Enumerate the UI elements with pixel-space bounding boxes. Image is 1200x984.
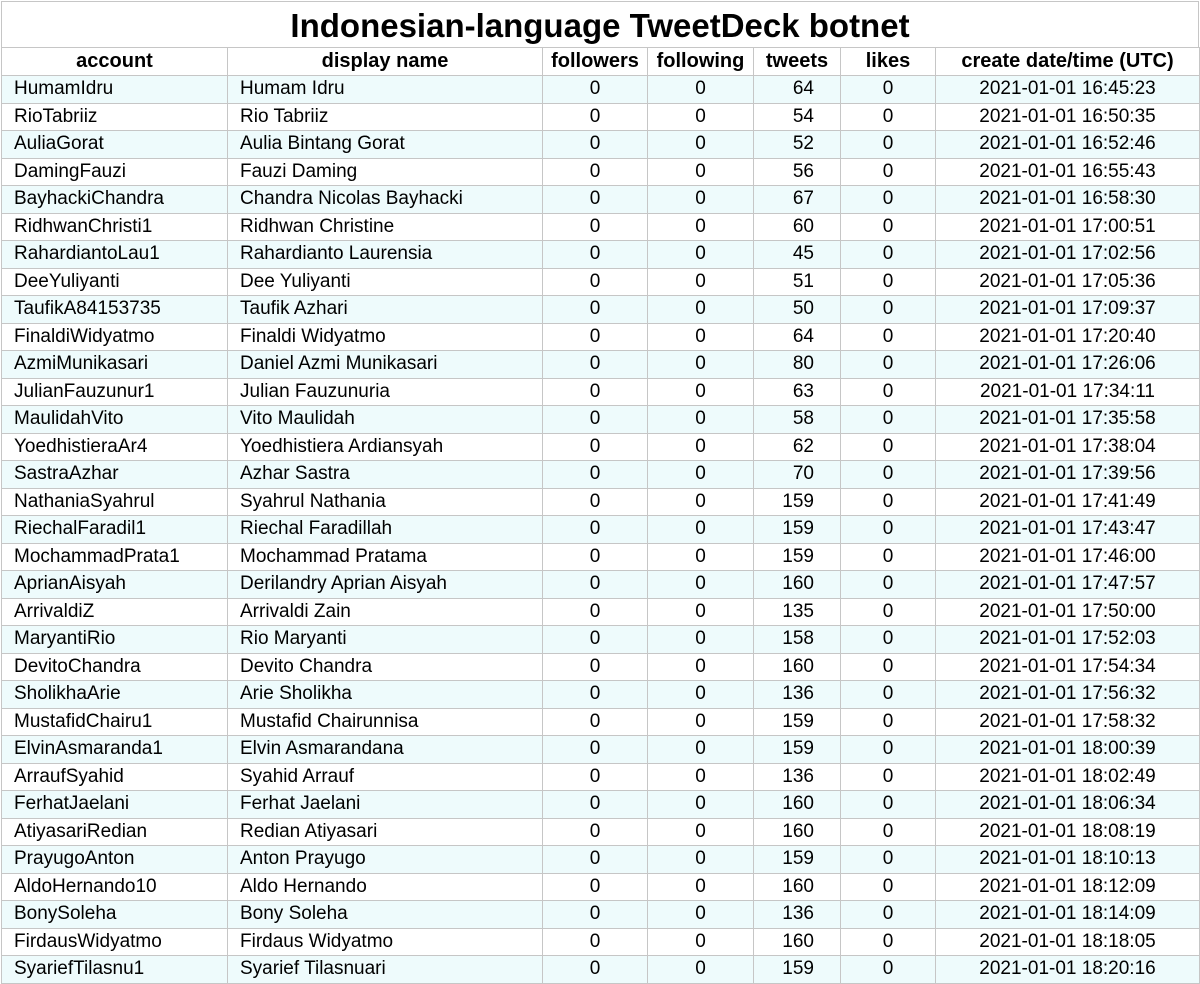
create-datetime-cell: 2021-01-01 17:39:56	[936, 461, 1200, 489]
following-cell: 0	[648, 653, 754, 681]
following-cell: 0	[648, 378, 754, 406]
followers-cell: 0	[543, 268, 648, 296]
header-tweets: tweets	[754, 48, 841, 76]
create-datetime-cell: 2021-01-01 17:38:04	[936, 433, 1200, 461]
table-row	[2, 571, 1200, 599]
create-datetime-cell: 2021-01-01 16:52:46	[936, 131, 1200, 159]
following-cell: 0	[648, 296, 754, 324]
create-datetime-cell: 2021-01-01 16:55:43	[936, 158, 1200, 186]
display-name-cell: Redian Atiyasari	[228, 818, 543, 846]
followers-cell: 0	[543, 873, 648, 901]
likes-cell: 0	[841, 268, 936, 296]
tweets-cell: 64	[754, 76, 841, 104]
followers-cell: 0	[543, 378, 648, 406]
following-cell: 0	[648, 103, 754, 131]
followers-cell: 0	[543, 516, 648, 544]
account-cell: TaufikA84153735	[2, 296, 228, 324]
create-datetime-cell: 2021-01-01 17:09:37	[936, 296, 1200, 324]
followers-cell: 0	[543, 323, 648, 351]
create-datetime-cell: 2021-01-01 18:02:49	[936, 763, 1200, 791]
tweets-cell: 136	[754, 681, 841, 709]
account-cell: AuliaGorat	[2, 131, 228, 159]
tweets-cell: 159	[754, 488, 841, 516]
followers-cell: 0	[543, 543, 648, 571]
display-name-cell: Anton Prayugo	[228, 846, 543, 874]
account-cell: AtiyasariRedian	[2, 818, 228, 846]
following-cell: 0	[648, 736, 754, 764]
following-cell: 0	[648, 763, 754, 791]
likes-cell: 0	[841, 846, 936, 874]
following-cell: 0	[648, 791, 754, 819]
header-following: following	[648, 48, 754, 76]
tweets-cell: 80	[754, 351, 841, 379]
display-name-cell: Derilandry Aprian Aisyah	[228, 571, 543, 599]
followers-cell: 0	[543, 681, 648, 709]
likes-cell: 0	[841, 488, 936, 516]
table-row	[2, 378, 1200, 406]
followers-cell: 0	[543, 763, 648, 791]
tweets-cell: 136	[754, 763, 841, 791]
likes-cell: 0	[841, 158, 936, 186]
account-cell: FinaldiWidyatmo	[2, 323, 228, 351]
likes-cell: 0	[841, 571, 936, 599]
followers-cell: 0	[543, 901, 648, 929]
following-cell: 0	[648, 598, 754, 626]
likes-cell: 0	[841, 736, 936, 764]
display-name-cell: Bony Soleha	[228, 901, 543, 929]
following-cell: 0	[648, 433, 754, 461]
following-cell: 0	[648, 873, 754, 901]
following-cell: 0	[648, 846, 754, 874]
create-datetime-cell: 2021-01-01 17:52:03	[936, 626, 1200, 654]
create-datetime-cell: 2021-01-01 17:20:40	[936, 323, 1200, 351]
tweets-cell: 63	[754, 378, 841, 406]
table-row	[2, 406, 1200, 434]
tweets-cell: 60	[754, 213, 841, 241]
followers-cell: 0	[543, 158, 648, 186]
table-row	[2, 131, 1200, 159]
likes-cell: 0	[841, 433, 936, 461]
display-name-cell: Dee Yuliyanti	[228, 268, 543, 296]
likes-cell: 0	[841, 928, 936, 956]
display-name-cell: Arrivaldi Zain	[228, 598, 543, 626]
followers-cell: 0	[543, 461, 648, 489]
display-name-cell: Firdaus Widyatmo	[228, 928, 543, 956]
tweets-cell: 159	[754, 516, 841, 544]
create-datetime-cell: 2021-01-01 17:50:00	[936, 598, 1200, 626]
likes-cell: 0	[841, 818, 936, 846]
tweets-cell: 160	[754, 873, 841, 901]
likes-cell: 0	[841, 543, 936, 571]
likes-cell: 0	[841, 323, 936, 351]
table-row	[2, 296, 1200, 324]
table-row	[2, 241, 1200, 269]
likes-cell: 0	[841, 406, 936, 434]
table-row	[2, 598, 1200, 626]
likes-cell: 0	[841, 461, 936, 489]
followers-cell: 0	[543, 956, 648, 984]
likes-cell: 0	[841, 653, 936, 681]
tweets-cell: 160	[754, 818, 841, 846]
table-row	[2, 103, 1200, 131]
tweets-cell: 160	[754, 928, 841, 956]
account-cell: MustafidChairu1	[2, 708, 228, 736]
create-datetime-cell: 2021-01-01 18:00:39	[936, 736, 1200, 764]
display-name-cell: Rahardianto Laurensia	[228, 241, 543, 269]
header-account: account	[2, 48, 228, 76]
following-cell: 0	[648, 351, 754, 379]
display-name-cell: Daniel Azmi Munikasari	[228, 351, 543, 379]
following-cell: 0	[648, 681, 754, 709]
followers-cell: 0	[543, 928, 648, 956]
create-datetime-cell: 2021-01-01 17:56:32	[936, 681, 1200, 709]
following-cell: 0	[648, 158, 754, 186]
table-row	[2, 928, 1200, 956]
table-row	[2, 488, 1200, 516]
table-row	[2, 76, 1200, 104]
account-cell: RiechalFaradil1	[2, 516, 228, 544]
account-cell: SyariefTilasnu1	[2, 956, 228, 984]
display-name-cell: Riechal Faradillah	[228, 516, 543, 544]
display-name-cell: Yoedhistiera Ardiansyah	[228, 433, 543, 461]
account-cell: MochammadPrata1	[2, 543, 228, 571]
account-cell: NathaniaSyahrul	[2, 488, 228, 516]
create-datetime-cell: 2021-01-01 18:08:19	[936, 818, 1200, 846]
likes-cell: 0	[841, 351, 936, 379]
tweets-cell: 135	[754, 598, 841, 626]
tweets-cell: 67	[754, 186, 841, 214]
table-row	[2, 736, 1200, 764]
likes-cell: 0	[841, 296, 936, 324]
display-name-cell: Rio Maryanti	[228, 626, 543, 654]
followers-cell: 0	[543, 846, 648, 874]
followers-cell: 0	[543, 351, 648, 379]
tweets-cell: 160	[754, 791, 841, 819]
create-datetime-cell: 2021-01-01 17:58:32	[936, 708, 1200, 736]
sheet-title: Indonesian-language TweetDeck botnet	[1, 1, 1199, 47]
account-cell: SholikhaArie	[2, 681, 228, 709]
account-cell: BonySoleha	[2, 901, 228, 929]
create-datetime-cell: 2021-01-01 17:54:34	[936, 653, 1200, 681]
tweets-cell: 160	[754, 653, 841, 681]
table-row	[2, 873, 1200, 901]
following-cell: 0	[648, 406, 754, 434]
followers-cell: 0	[543, 406, 648, 434]
create-datetime-cell: 2021-01-01 17:05:36	[936, 268, 1200, 296]
account-cell: YoedhistieraAr4	[2, 433, 228, 461]
header-followers: followers	[543, 48, 648, 76]
likes-cell: 0	[841, 516, 936, 544]
table-row	[2, 433, 1200, 461]
tweets-cell: 136	[754, 901, 841, 929]
display-name-cell: Chandra Nicolas Bayhacki	[228, 186, 543, 214]
followers-cell: 0	[543, 818, 648, 846]
header-likes: likes	[841, 48, 936, 76]
header-display-name: display name	[228, 48, 543, 76]
create-datetime-cell: 2021-01-01 18:06:34	[936, 791, 1200, 819]
following-cell: 0	[648, 76, 754, 104]
create-datetime-cell: 2021-01-01 17:00:51	[936, 213, 1200, 241]
display-name-cell: Ridhwan Christine	[228, 213, 543, 241]
followers-cell: 0	[543, 598, 648, 626]
table-row	[2, 323, 1200, 351]
tweets-cell: 45	[754, 241, 841, 269]
table-row	[2, 708, 1200, 736]
create-datetime-cell: 2021-01-01 18:20:16	[936, 956, 1200, 984]
likes-cell: 0	[841, 186, 936, 214]
table-row	[2, 791, 1200, 819]
following-cell: 0	[648, 323, 754, 351]
account-cell: AprianAisyah	[2, 571, 228, 599]
account-cell: BayhackiChandra	[2, 186, 228, 214]
likes-cell: 0	[841, 213, 936, 241]
table-row	[2, 158, 1200, 186]
followers-cell: 0	[543, 653, 648, 681]
account-cell: ArrivaldiZ	[2, 598, 228, 626]
table-row	[2, 818, 1200, 846]
table-row	[2, 268, 1200, 296]
followers-cell: 0	[543, 103, 648, 131]
followers-cell: 0	[543, 213, 648, 241]
following-cell: 0	[648, 571, 754, 599]
display-name-cell: Rio Tabriiz	[228, 103, 543, 131]
display-name-cell: Azhar Sastra	[228, 461, 543, 489]
account-cell: DevitoChandra	[2, 653, 228, 681]
display-name-cell: Elvin Asmarandana	[228, 736, 543, 764]
create-datetime-cell: 2021-01-01 18:12:09	[936, 873, 1200, 901]
tweets-cell: 159	[754, 543, 841, 571]
followers-cell: 0	[543, 488, 648, 516]
following-cell: 0	[648, 516, 754, 544]
likes-cell: 0	[841, 763, 936, 791]
account-cell: MaryantiRio	[2, 626, 228, 654]
following-cell: 0	[648, 901, 754, 929]
following-cell: 0	[648, 708, 754, 736]
display-name-cell: Fauzi Daming	[228, 158, 543, 186]
likes-cell: 0	[841, 626, 936, 654]
display-name-cell: Ferhat Jaelani	[228, 791, 543, 819]
account-cell: SastraAzhar	[2, 461, 228, 489]
following-cell: 0	[648, 131, 754, 159]
create-datetime-cell: 2021-01-01 17:47:57	[936, 571, 1200, 599]
tweets-cell: 51	[754, 268, 841, 296]
followers-cell: 0	[543, 76, 648, 104]
likes-cell: 0	[841, 873, 936, 901]
create-datetime-cell: 2021-01-01 16:50:35	[936, 103, 1200, 131]
create-datetime-cell: 2021-01-01 17:43:47	[936, 516, 1200, 544]
display-name-cell: Arie Sholikha	[228, 681, 543, 709]
display-name-cell: Mochammad Pratama	[228, 543, 543, 571]
following-cell: 0	[648, 488, 754, 516]
account-cell: RidhwanChristi1	[2, 213, 228, 241]
display-name-cell: Finaldi Widyatmo	[228, 323, 543, 351]
header-row	[2, 48, 1200, 76]
botnet-table	[1, 47, 1200, 984]
followers-cell: 0	[543, 791, 648, 819]
tweets-cell: 62	[754, 433, 841, 461]
account-cell: MaulidahVito	[2, 406, 228, 434]
tweets-cell: 50	[754, 296, 841, 324]
display-name-cell: Syahid Arrauf	[228, 763, 543, 791]
account-cell: PrayugoAnton	[2, 846, 228, 874]
likes-cell: 0	[841, 791, 936, 819]
tweets-cell: 64	[754, 323, 841, 351]
table-row	[2, 543, 1200, 571]
account-cell: RioTabriiz	[2, 103, 228, 131]
create-datetime-cell: 2021-01-01 17:35:58	[936, 406, 1200, 434]
display-name-cell: Syahrul Nathania	[228, 488, 543, 516]
create-datetime-cell: 2021-01-01 17:02:56	[936, 241, 1200, 269]
create-datetime-cell: 2021-01-01 18:14:09	[936, 901, 1200, 929]
table-row	[2, 681, 1200, 709]
likes-cell: 0	[841, 681, 936, 709]
display-name-cell: Aulia Bintang Gorat	[228, 131, 543, 159]
create-datetime-cell: 2021-01-01 16:45:23	[936, 76, 1200, 104]
following-cell: 0	[648, 241, 754, 269]
followers-cell: 0	[543, 626, 648, 654]
create-datetime-cell: 2021-01-01 17:26:06	[936, 351, 1200, 379]
display-name-cell: Taufik Azhari	[228, 296, 543, 324]
following-cell: 0	[648, 818, 754, 846]
tweets-cell: 159	[754, 708, 841, 736]
account-cell: DeeYuliyanti	[2, 268, 228, 296]
likes-cell: 0	[841, 103, 936, 131]
likes-cell: 0	[841, 956, 936, 984]
table-row	[2, 626, 1200, 654]
account-cell: DamingFauzi	[2, 158, 228, 186]
followers-cell: 0	[543, 186, 648, 214]
display-name-cell: Julian Fauzunuria	[228, 378, 543, 406]
account-cell: ElvinAsmaranda1	[2, 736, 228, 764]
followers-cell: 0	[543, 571, 648, 599]
account-cell: FirdausWidyatmo	[2, 928, 228, 956]
table-row	[2, 186, 1200, 214]
tweets-cell: 159	[754, 846, 841, 874]
followers-cell: 0	[543, 131, 648, 159]
account-cell: JulianFauzunur1	[2, 378, 228, 406]
tweets-cell: 159	[754, 736, 841, 764]
table-row	[2, 901, 1200, 929]
likes-cell: 0	[841, 76, 936, 104]
likes-cell: 0	[841, 378, 936, 406]
create-datetime-cell: 2021-01-01 17:34:11	[936, 378, 1200, 406]
table-row	[2, 461, 1200, 489]
display-name-cell: Vito Maulidah	[228, 406, 543, 434]
tweets-cell: 159	[754, 956, 841, 984]
table-body	[2, 76, 1200, 984]
following-cell: 0	[648, 186, 754, 214]
likes-cell: 0	[841, 131, 936, 159]
following-cell: 0	[648, 213, 754, 241]
table-row	[2, 956, 1200, 984]
followers-cell: 0	[543, 708, 648, 736]
followers-cell: 0	[543, 433, 648, 461]
table-row	[2, 653, 1200, 681]
table-row	[2, 351, 1200, 379]
tweets-cell: 70	[754, 461, 841, 489]
create-datetime-cell: 2021-01-01 17:46:00	[936, 543, 1200, 571]
display-name-cell: Mustafid Chairunnisa	[228, 708, 543, 736]
likes-cell: 0	[841, 241, 936, 269]
following-cell: 0	[648, 461, 754, 489]
followers-cell: 0	[543, 296, 648, 324]
display-name-cell: Aldo Hernando	[228, 873, 543, 901]
account-cell: ArraufSyahid	[2, 763, 228, 791]
following-cell: 0	[648, 268, 754, 296]
following-cell: 0	[648, 626, 754, 654]
create-datetime-cell: 2021-01-01 17:41:49	[936, 488, 1200, 516]
tweets-cell: 56	[754, 158, 841, 186]
account-cell: AldoHernando10	[2, 873, 228, 901]
account-cell: FerhatJaelani	[2, 791, 228, 819]
create-datetime-cell: 2021-01-01 16:58:30	[936, 186, 1200, 214]
account-cell: RahardiantoLau1	[2, 241, 228, 269]
header-create-datetime: create date/time (UTC)	[936, 48, 1200, 76]
tweets-cell: 58	[754, 406, 841, 434]
account-cell: HumamIdru	[2, 76, 228, 104]
likes-cell: 0	[841, 708, 936, 736]
followers-cell: 0	[543, 241, 648, 269]
tweets-cell: 52	[754, 131, 841, 159]
tweets-cell: 160	[754, 571, 841, 599]
create-datetime-cell: 2021-01-01 18:18:05	[936, 928, 1200, 956]
likes-cell: 0	[841, 901, 936, 929]
likes-cell: 0	[841, 598, 936, 626]
tweets-cell: 54	[754, 103, 841, 131]
create-datetime-cell: 2021-01-01 18:10:13	[936, 846, 1200, 874]
table-row	[2, 846, 1200, 874]
spreadsheet	[1, 1, 1199, 980]
tweets-cell: 158	[754, 626, 841, 654]
followers-cell: 0	[543, 736, 648, 764]
display-name-cell: Devito Chandra	[228, 653, 543, 681]
table-row	[2, 516, 1200, 544]
display-name-cell: Syarief Tilasnuari	[228, 956, 543, 984]
display-name-cell: Humam Idru	[228, 76, 543, 104]
following-cell: 0	[648, 928, 754, 956]
account-cell: AzmiMunikasari	[2, 351, 228, 379]
following-cell: 0	[648, 956, 754, 984]
table-row	[2, 213, 1200, 241]
following-cell: 0	[648, 543, 754, 571]
table-row	[2, 763, 1200, 791]
